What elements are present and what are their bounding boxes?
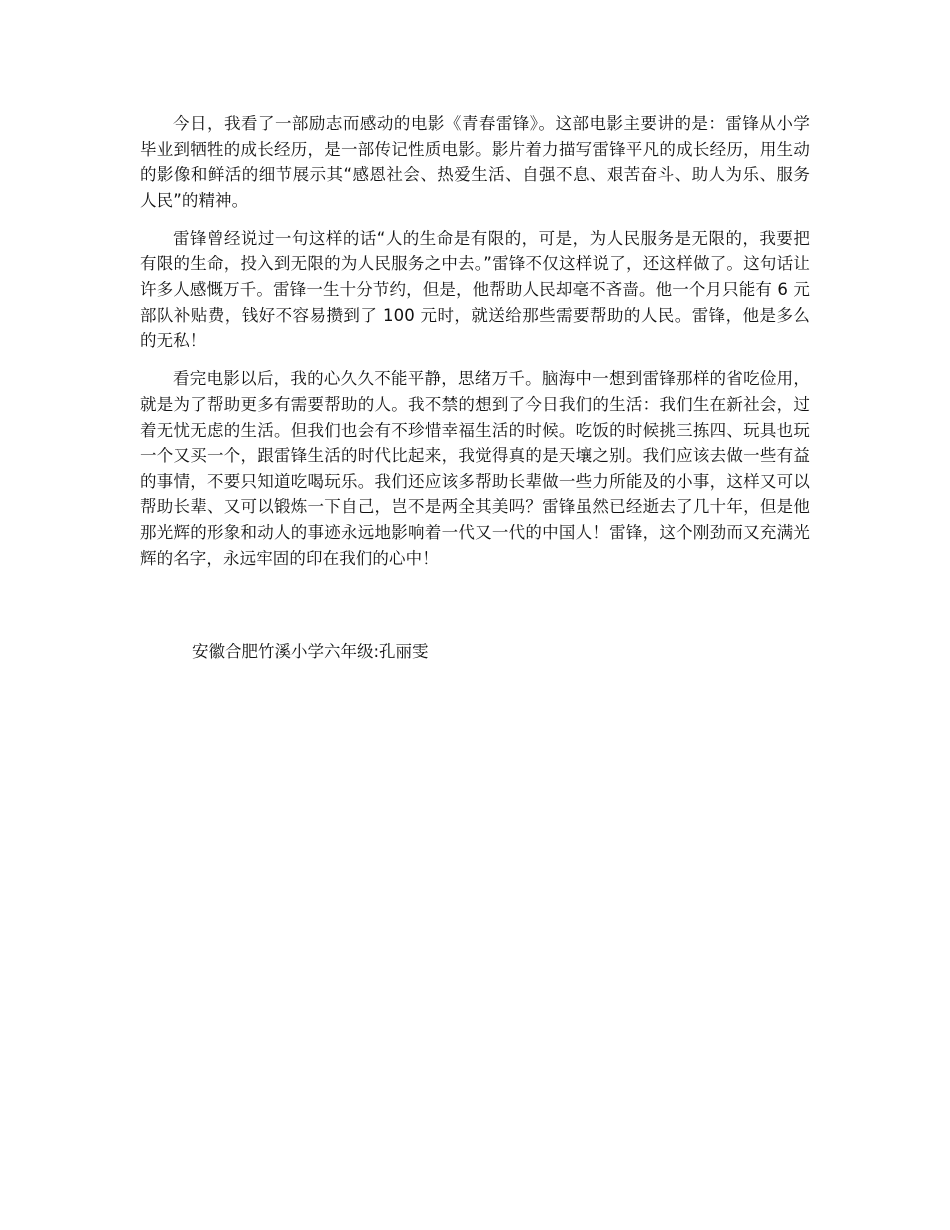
paragraph-2: 雷锋曾经说过一句这样的话“人的生命是有限的，可是，为人民服务是无限的，我要把有限的生命，投入到无限的为人民服务之中去。”雷锋不仅这样说了，还这样做了。这句话让许多人感慨万千。雷锋一生十分节约，但是，他帮助人民却毫不吝啬。他一个月只能有 6 元部队补贴费，钱好不容易攒到了 100 元时，就送给那些需要帮助的人民。雷锋，他是多么的无私！ [140, 228, 810, 351]
paragraph-1: 今日，我看了一部励志而感动的电影《青春雷锋》。这部电影主要讲的是：雷锋从小学毕业到牺牲的成长经历，是一部传记性质电影。影片着力描写雷锋平凡的成长经历，用生动的影像和鲜活的细节展示其“感恩社会、热爱生活、自强不息、艰苦奋斗、助人为乐、服务人民”的精神。 [140, 114, 810, 210]
paragraph-3: 看完电影以后，我的心久久不能平静，思绪万千。脑海中一想到雷锋那样的省吃俭用，就是为了帮助更多有需要帮助的人。我不禁的想到了今日我们的生活：我们生在新社会，过着无忧无虑的生活。但我们也会有不珍惜幸福生活的时候。吃饭的时候挑三拣四、玩具也玩一个又买一个，跟雷锋生活的时代比起来，我觉得真的是天壤之别。我们应该去做一些有益的事情，不要只知道吃喝玩乐。我们还应该多帮助长辈做一些力所能及的小事，这样又可以帮助长辈、又可以锻炼一下自己，岂不是两全其美吗？雷锋虽然已经逝去了几十年，但是他那光辉的形象和动人的事迹永远地影响着一代又一代的中国人！雷锋，这个刚劲而又充满光辉的名字，永远牢固的印在我们的心中！ [140, 369, 810, 568]
essay-body [140, 111, 810, 584]
author-signature: 安徽合肥竹溪小学六年级:孔丽雯 [192, 642, 429, 661]
